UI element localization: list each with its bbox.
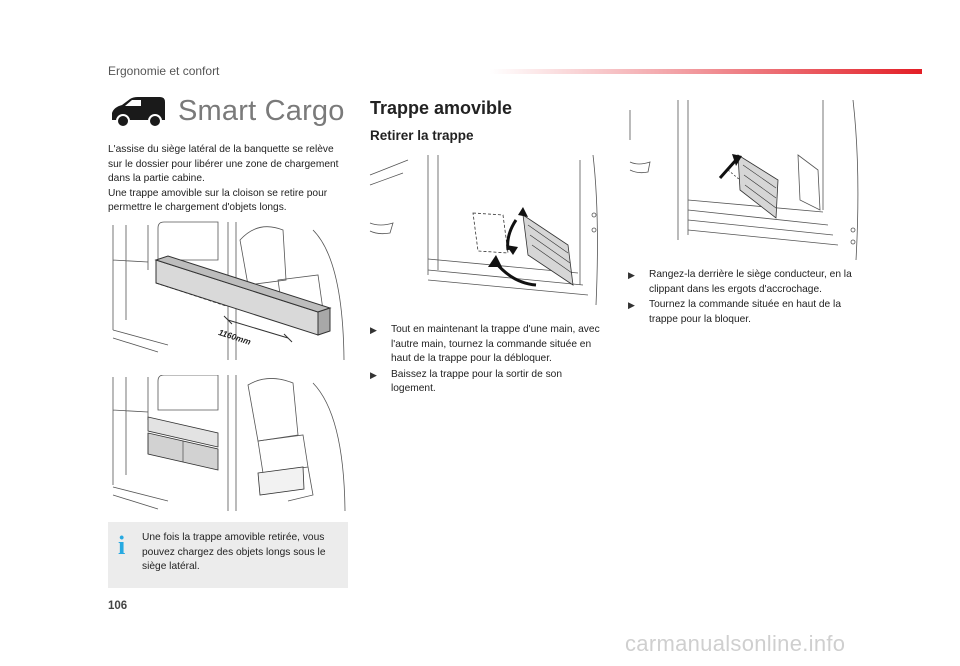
remove-hatch-illustration xyxy=(368,155,604,305)
van-icon xyxy=(108,96,168,130)
store-hatch-illustration xyxy=(628,100,864,260)
intro-text xyxy=(108,143,350,216)
arrow-right-icon: ▶ xyxy=(628,300,635,310)
header-rule xyxy=(490,69,922,74)
info-text: Une fois la trappe amovible retirée, vous pouvez chargez des objets longs sous le siège latéral. xyxy=(142,532,326,572)
remove-steps xyxy=(370,323,600,398)
arrow-right-icon: ▶ xyxy=(628,270,635,280)
arrow-right-icon: ▶ xyxy=(370,325,377,335)
trappe-heading: Trappe amovible xyxy=(370,98,513,118)
step-text: Tournez la commande située en haut de la trappe pour la bloquer. xyxy=(649,299,841,325)
step-text: Baissez la trappe pour la sortir de son logement. xyxy=(391,368,563,394)
intro-paragraph-2: Une trappe amovible sur la cloison se retire pour permettre le chargement d'objets longs. xyxy=(108,187,328,213)
list-item xyxy=(628,268,864,297)
section-title: Ergonomie et confort xyxy=(108,64,220,78)
step-text: Tout en maintenant la trappe d'une main, avec l'autre main, tournez la commande située en haut de la trappe pour la débloquer. xyxy=(391,324,600,364)
list-item xyxy=(370,323,600,367)
long-object-illustration xyxy=(108,220,350,368)
store-steps xyxy=(628,268,864,328)
smart-cargo-title: Smart Cargo xyxy=(178,95,345,127)
loading-area-illustration xyxy=(108,375,350,513)
retirer-subheading: Retirer la trappe xyxy=(370,128,474,143)
info-box xyxy=(108,522,348,588)
intro-paragraph-1: L'assise du siège latéral de la banquette se relève sur le dossier pour libérer une zone de chargement dans la partie cabine. xyxy=(108,144,339,184)
list-item xyxy=(628,298,864,327)
page-number: 106 xyxy=(108,600,128,612)
watermark: carmanualsonline.info xyxy=(625,631,846,656)
list-item xyxy=(370,368,600,397)
step-text: Rangez-la derrière le siège conducteur, en la clippant dans les ergots d'accrochage. xyxy=(649,269,852,295)
dimension-label: 1160mm xyxy=(217,327,253,347)
arrow-right-icon: ▶ xyxy=(370,369,377,380)
info-icon: i xyxy=(118,531,126,560)
